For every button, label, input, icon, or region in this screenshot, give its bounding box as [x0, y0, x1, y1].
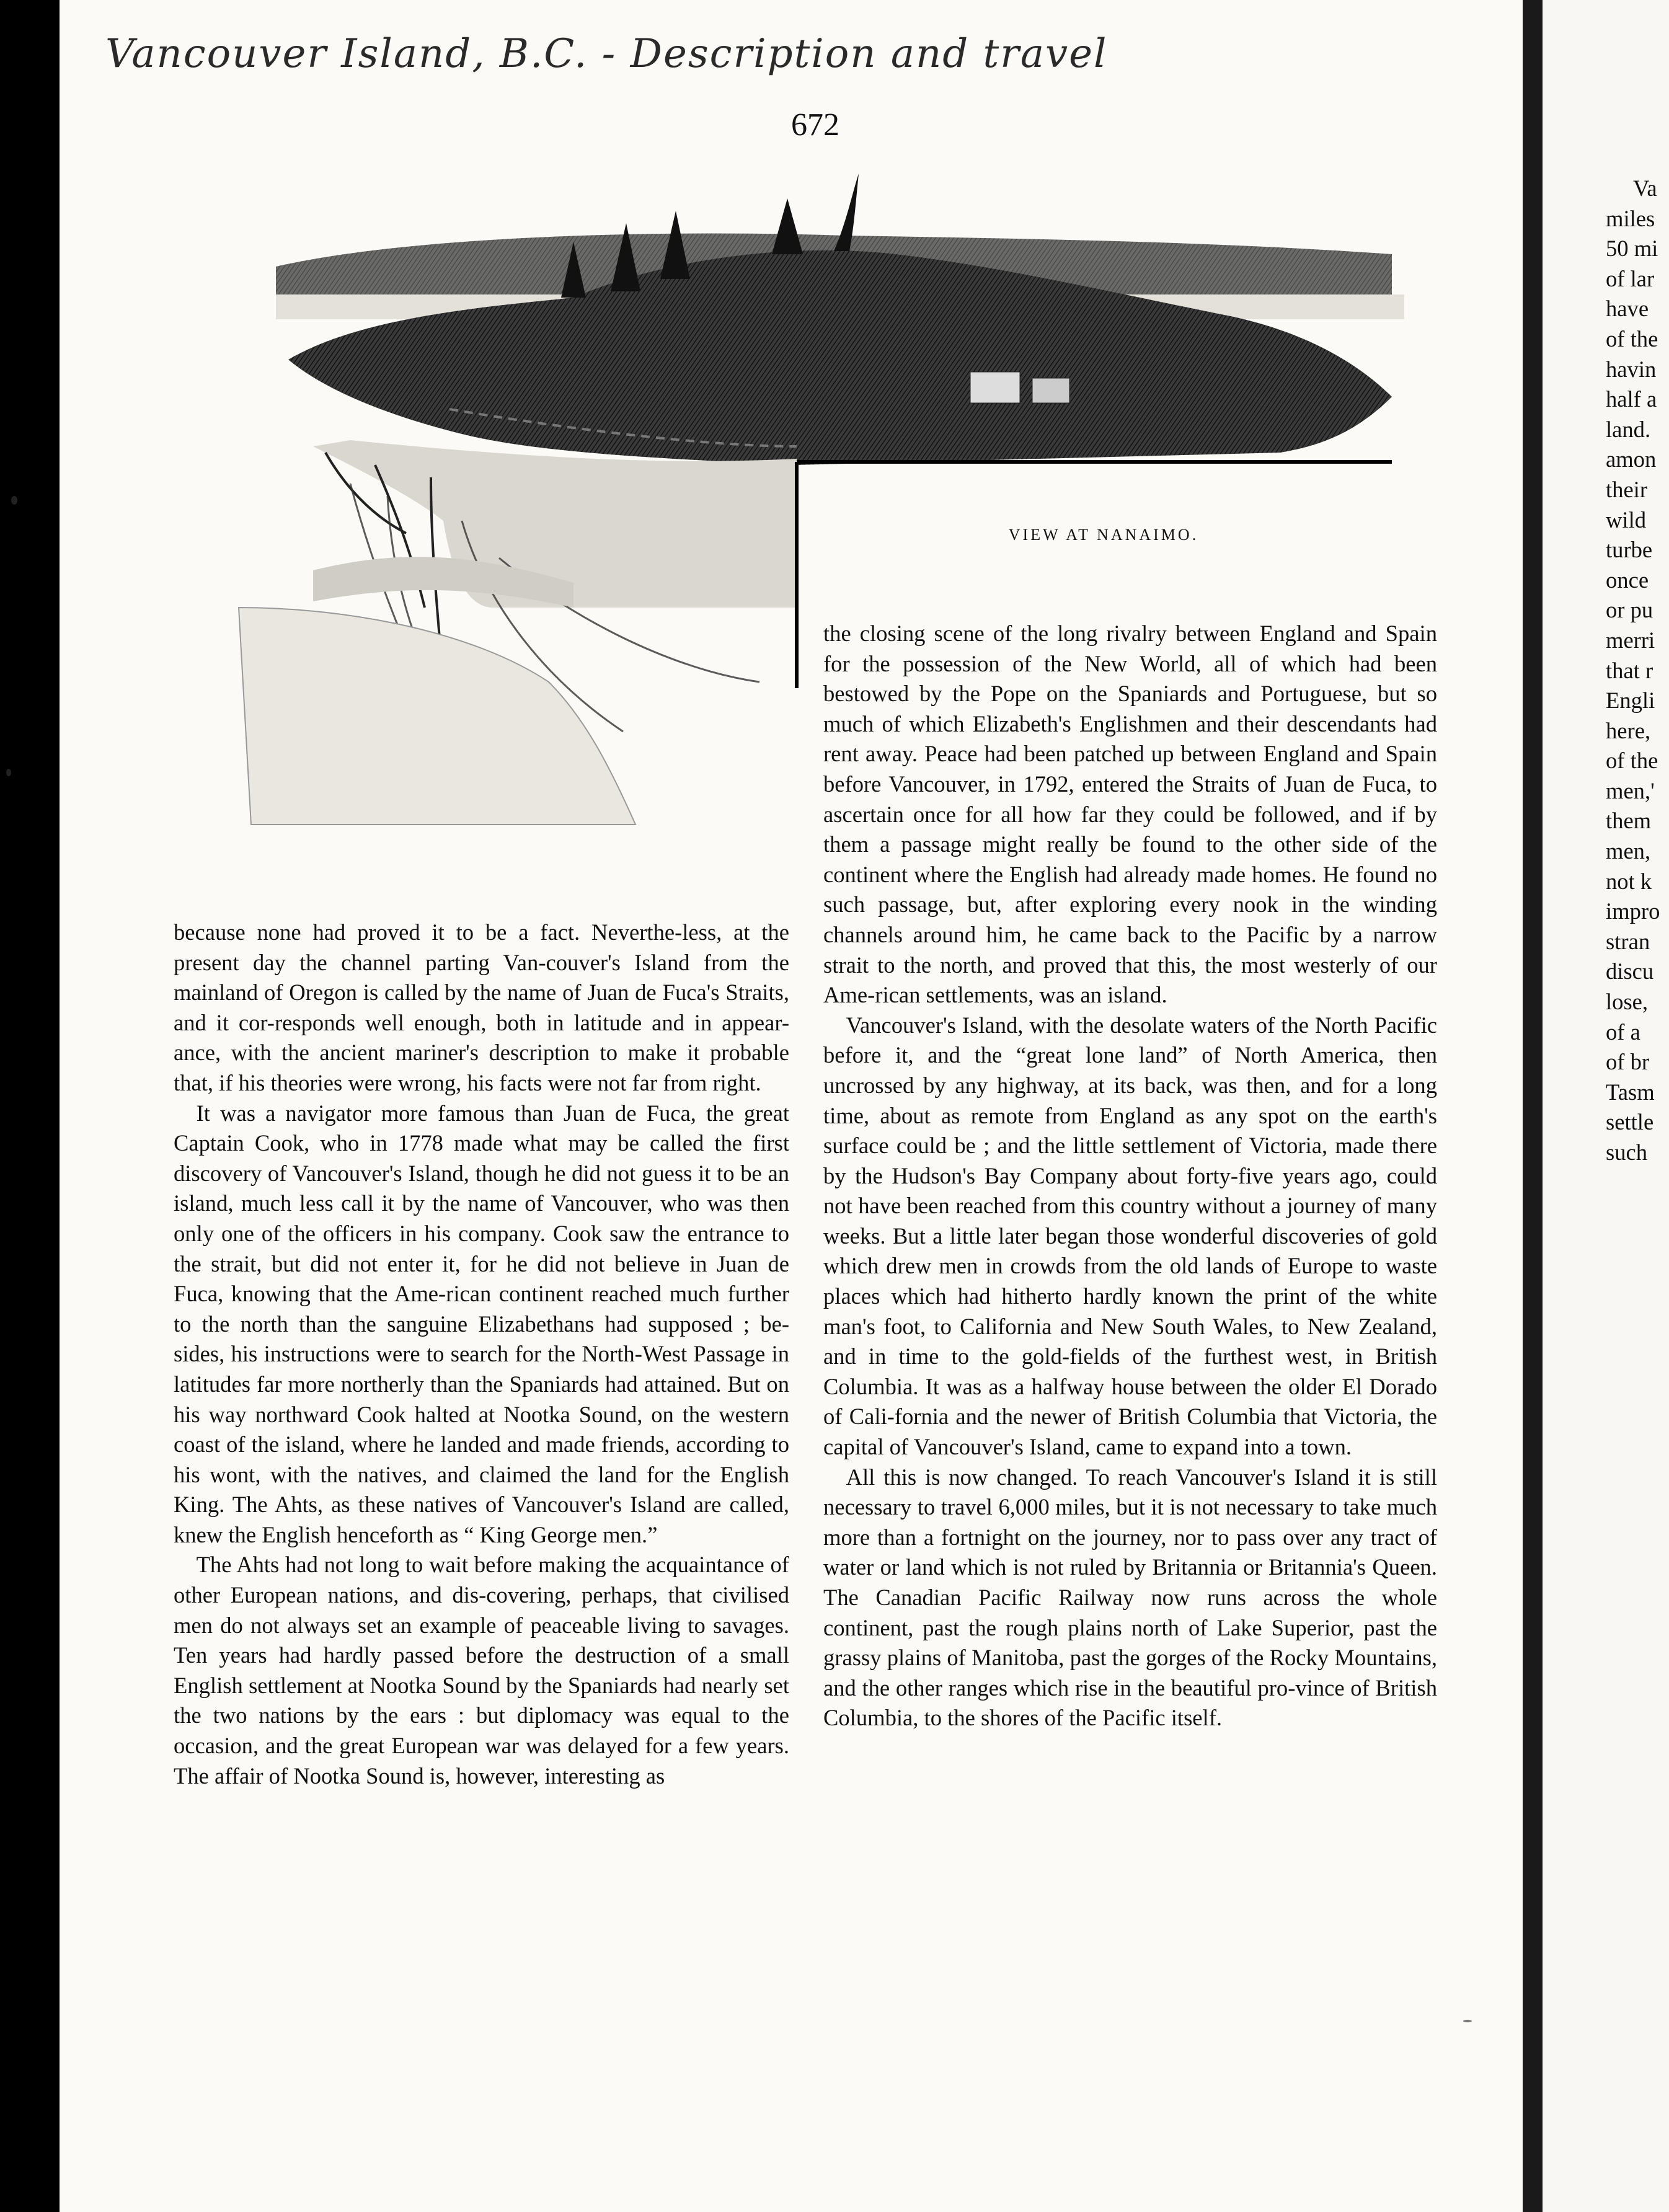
fragment-line: 50 mi: [1606, 236, 1658, 262]
fragment-line: miles: [1606, 205, 1655, 231]
left-column: [174, 918, 789, 1791]
illustration-caption: VIEW AT NANAIMO.: [1008, 526, 1199, 544]
fragment-line: discu: [1606, 958, 1654, 984]
page-number: 672: [791, 107, 839, 143]
fragment-line: of the: [1606, 325, 1658, 352]
fragment-line: of the: [1606, 748, 1658, 774]
page-gutter: [1523, 0, 1543, 2212]
handwritten-note: Vancouver Island, B.C. - Description and travel: [105, 31, 1108, 77]
fragment-line: such: [1606, 1139, 1648, 1165]
fragment-line: their: [1606, 476, 1648, 502]
fragment-line: merri: [1606, 627, 1655, 653]
fragment-line: havin: [1606, 356, 1657, 382]
fragment-line: stran: [1606, 928, 1650, 954]
left-paragraph-1: because none had proved it to be a fact. Neverthe-less, at the present day the channel parting Van-couver's Island from the mainland of Oregon is called by the name of Juan de Fuca's Straits, and it cor-responds well enough, both in latitude and in appear-ance, with the ancient mariner's description to make it probable that, if his theories were wrong, his facts were not far from right.: [174, 919, 789, 1095]
fragment-line: lose,: [1606, 989, 1649, 1015]
fragment-line: them: [1606, 808, 1652, 834]
right-paragraph-1: the closing scene of the long rivalry between England and Spain for the possession of the New World, all of which had been bestowed by the Pope on the Spaniards and Portuguese, but so much of which Elizabeth's Englishmen and their descendants had rent away. Peace had been patched up between England and Spain before Vancouver, in 1792, entered the Straits of Juan de Fuca, to ascertain once for all how far they could be followed, and if by them a passage might really be found to the other side of the continent where the English had already made homes. He found no such passage, but, after exploring every nook in the winding channels around him, he came back to the Pacific by a narrow strait to the north, and proved that this, the most westerly of our Ame-rican settlements, was an island.: [823, 621, 1437, 1008]
right-paragraph-3: All this is now changed. To reach Vancouver's Island it is still necessary to travel 6,000 miles, but it is not necessary to take much more than a fortnight on the journey, nor to pass over any tract of water or land which is not ruled by Britannia or Britannia's Queen. The Canadian Pacific Railway now runs across the whole continent, past the rough plains north of Lake Superior, past the grassy plains of Manitoba, past the gorges of the Rocky Mountains, and the other ranges which rise in the beautiful pro-vince of British Columbia, to the shores of the Pacific itself.: [823, 1464, 1437, 1731]
fragment-line: half a: [1606, 386, 1657, 412]
right-column: [823, 619, 1437, 1733]
left-paragraph-3: The Ahts had not long to wait before making the acquaintance of other European nations, and dis-covering, perhaps, that civilised men do not always set an example of peaceable living to savages. Ten years had hardly passed before the destruction of a small English settlement at Nootka Sound by the Spaniards had nearly set the two nations by the ears : but diplomacy was equal to the occasion, and the great European war was delayed for a few years. The affair of Nootka Sound is, however, interesting as: [174, 1552, 789, 1789]
fragment-line: here,: [1606, 717, 1651, 743]
fragment-line: of lar: [1606, 265, 1655, 291]
fragment-line: not k: [1606, 868, 1652, 894]
fragment-line: of a: [1606, 1019, 1640, 1045]
right-paragraph-2: Vancouver's Island, with the desolate waters of the North Pacific before it, and the “great lone land” of North America, then uncrossed by any highway, at its back, was then, and for a long time, about as remote from England as any spot on the earth's surface could be ; and the little settlement of Victoria, made there by the Hudson's Bay Company about forty-five years ago, could not have been reached from this country without a journey of many weeks. But a little later began those wonderful discoveries of gold which drew men in crowds from the old lands of Europe to waste places which had hitherto hardly known the print of the white man's foot, to California and New South Wales, to New Zealand, and in time to the gold-fields of the furthest west, in British Columbia. It was as a halfway house between the older El Dorado of Cali-fornia and the newer of British Columbia that Victoria, the capital of Vancouver's Island, came to expand into a town.: [823, 1012, 1437, 1460]
fragment-line: Va: [1633, 175, 1657, 201]
fragment-line: once: [1606, 567, 1649, 593]
scan-speck: [11, 496, 17, 505]
fragment-line: land.: [1606, 416, 1651, 442]
fragment-line: of br: [1606, 1049, 1650, 1075]
next-page-fragments: [1606, 174, 1669, 1168]
fragment-line: or pu: [1606, 597, 1654, 623]
scan-speck: [6, 769, 11, 776]
fragment-line: men,': [1606, 777, 1655, 803]
fragment-line: Tasm: [1606, 1079, 1655, 1105]
fragment-line: men,: [1606, 838, 1651, 864]
left-paragraph-2: It was a navigator more famous than Juan de Fuca, the great Captain Cook, who in 1778 made what may be called the first discovery of Vancouver's Island, though he did not guess it to be an island, much less call it by the name of Vancouver, who was then only one of the officers in his company. Cook saw the entrance to the strait, but did not enter it, for he did not believe in Juan de Fuca, knowing that the Ame-rican continent reached much further to the north than the sanguine Elizabethans had supposed ; be-sides, his instructions were to search for the North-West Passage in latitudes far more northerly than the Spaniards had attained. But on his way northward Cook halted at Nootka Sound, on the western coast of the island, where he landed and made friends, according to his wont, with the natives, and claimed the land for the English King. The Ahts, as these natives of Vancouver's Island are called, knew the English henceforth as “ King George men.”: [174, 1100, 789, 1547]
fragment-line: settle: [1606, 1109, 1654, 1135]
fragment-line: impro: [1606, 898, 1660, 924]
fragment-line: turbe: [1606, 537, 1653, 563]
scan-speck: [1463, 2020, 1472, 2022]
fragment-line: amon: [1606, 446, 1657, 472]
fragment-line: that r: [1606, 657, 1654, 683]
fragment-line: have: [1606, 296, 1649, 322]
fragment-line: Engli: [1606, 688, 1655, 714]
fragment-line: wild: [1606, 507, 1647, 533]
